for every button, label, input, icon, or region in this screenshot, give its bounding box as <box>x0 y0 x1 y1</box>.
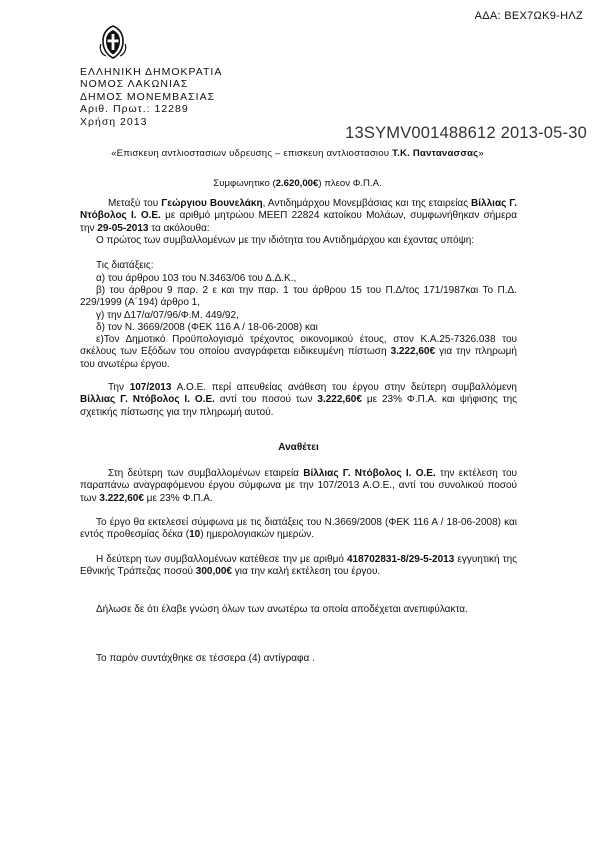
paragraph-text: Μεταξύ του <box>108 198 162 209</box>
emphasis-text: Γεώργιου Βουνελάκη <box>161 198 263 209</box>
emphasis-text: 3.222,60€ <box>99 492 144 504</box>
paragraph-text: τα ακόλουθα: <box>148 222 210 234</box>
paragraph-text: Τις διατάξεις: <box>96 260 154 271</box>
paragraph-text: Δήλωσε δε ότι έλαβε γνώση όλων των ανωτέρω τα οποία αποδέχεται ανεπιφύλακτα. <box>96 604 468 615</box>
ada-code: ΑΔΑ: ΒΕΧ7ΩΚ9-ΗΛΖ <box>474 10 583 22</box>
emphasis-text: Βίλλιας Γ. Ντόβολος Ι. Ο.Ε. <box>80 394 215 406</box>
emphasis-text: 3.222,60€ <box>390 346 436 358</box>
agreement-heading <box>0 178 595 189</box>
paragraph-text: Το παρόν συντάχθηκε σε τέσσερα (4) αντίγραφα . <box>96 653 315 664</box>
body-paragraph <box>80 322 517 334</box>
paragraph-text: για την καλή εκτέλεση του έργου. <box>231 566 381 578</box>
emphasis-text: 418702831-8/29-5-2013 <box>346 554 455 565</box>
paragraph-text: Ο πρώτος των συμβαλλομένων με την ιδιότητα του Αντιδημάρχου και έχοντας υπόψη: <box>96 235 475 246</box>
body-paragraph <box>80 260 517 272</box>
body-paragraph <box>80 604 517 616</box>
emphasis-text: Βίλλιας Γ. Ντόβολος Ι. Ο.Ε. <box>80 198 517 222</box>
body-paragraph <box>80 382 517 419</box>
title-location: Τ.Κ. Παντανασσας <box>392 148 479 159</box>
title-suffix: » <box>478 148 484 159</box>
emphasis-text: Βίλλιας Γ. Ντόβολος Ι. Ο.Ε. <box>303 468 436 479</box>
header-line: ΕΛΛΗΝΙΚΗ ΔΗΜΟΚΡΑΤΙΑ <box>80 66 223 78</box>
emphasis-text: 10 <box>189 529 201 541</box>
paragraph-text: για την πληρωμή του ανωτέρω έργου. <box>80 346 517 370</box>
paragraph-text: με αριθμό μητρώου ΜΕΕΠ 22824 κατοίκου Μολάων, συμφωνήθηκαν σήμερα την <box>80 210 518 234</box>
body-paragraph <box>80 653 517 665</box>
subtitle-prefix: Συμφωνητικο ( <box>213 178 276 189</box>
body-paragraph <box>80 334 517 371</box>
paragraph-text: β) του άρθρου 9 παρ. 2 ε και την παρ. 1 του άρθρου 15 του Π.Δ/τος 171/1987και Το Π.Δ. 229/1999 (Α΄194) άρθρο 1, <box>80 285 517 309</box>
paragraph-text: με 23% Φ.Π.Α. και ψήφισης της σχετικής πίστωσης για την πληρωμή αυτού. <box>80 394 517 418</box>
agreement-amount: 2.620,00€ <box>275 178 319 189</box>
paragraph-text: Το έργο θα εκτελεσεί σύμφωνα με τις διατάξεις του Ν.3669/2008 (ΦΕΚ 116 Α / 18-06-2008) και εντός προθεσμίας δέκα ( <box>80 517 517 541</box>
emphasis-text: 29-05-2013 <box>97 222 149 234</box>
paragraph-text: Η δεύτερη των συμβαλλομένων κατέθεσε την με αριθμό <box>96 554 347 565</box>
greek-emblem-icon <box>97 24 129 60</box>
protocol-number: Αριθ. Πρωτ.: 12289 <box>80 103 189 116</box>
paragraph-text: με 23% Φ.Π.Α. <box>143 492 213 504</box>
emphasis-text: 107/2013 <box>129 382 172 393</box>
paragraph-text: αντί του ποσού των <box>214 394 318 406</box>
body-paragraph <box>80 273 517 285</box>
body-paragraph <box>80 517 517 542</box>
body-paragraph <box>80 285 517 310</box>
paragraph-text: δ) τον Ν. 3669/2008 (ΦΕΚ 116 Α / 18-06-2008) και <box>96 322 318 333</box>
emphasis-text: Αναθέτει <box>278 442 319 453</box>
paragraph-text: εγγυητική της Εθνικής Τράπεζας ποσού <box>80 554 517 578</box>
header-line: ΝΟΜΟΣ ΛΑΚΩΝΙΑΣ <box>80 78 189 91</box>
title-prefix: «Επισκευη αντλιοστασιων υδρευσης – επισκευη αντλιοστασιου <box>111 148 393 159</box>
paragraph-text: ε)Τον Δημοτικό Προϋπολογισμό τρέχοντος οικονομικού έτους, στον Κ.Α.25-7326.038 του σκέλους των Εξόδων του οποίου αναγράφεται ειδικευμένη πίστωση <box>80 334 517 358</box>
body-paragraph <box>80 235 517 247</box>
paragraph-text: α) του άρθρου 103 του Ν.3463/06 του Δ.Δ.Κ., <box>96 273 297 284</box>
header-line: ΔΗΜΟΣ ΜΟΝΕΜΒΑΣΙΑΣ <box>80 90 216 103</box>
paragraph-text: την εκτέλεση του παραπάνω αναγραφόμενου έργου σύμφωνα με την 107/2013 Α.Ο.Ε., αντί του συνολικού ποσού των <box>80 468 517 504</box>
document-id: 13SYMV001488612 2013-05-30 <box>345 124 587 142</box>
paragraph-text: Α.Ο.Ε. περί απευθείας ανάθεση του έργου στην δεύτερη συμβαλλόμενη <box>171 382 517 393</box>
body-paragraph <box>80 198 517 235</box>
paragraph-text: Την <box>108 382 130 393</box>
fiscal-year: Χρήση 2013 <box>80 115 148 128</box>
issuer-header <box>80 66 222 128</box>
emphasis-text: 300,00€ <box>195 566 232 578</box>
subtitle-suffix: ) πλεον Φ.Π.Α. <box>318 178 382 189</box>
body-paragraph <box>80 468 517 505</box>
project-title <box>0 148 595 159</box>
paragraph-text: ) ημερολογιακών ημερών. <box>200 529 315 541</box>
paragraph-text: , Αντιδημάρχου Μονεμβάσιας και της εταιρείας <box>262 198 472 209</box>
emphasis-text: 3.222,60€ <box>317 394 362 406</box>
paragraph-text: Στη δεύτερη των συμβαλλομένων εταιρεία <box>108 468 304 479</box>
body-paragraph <box>80 310 517 322</box>
body-paragraph <box>80 442 517 454</box>
paragraph-text: γ) την Δ17/α/07/96/Φ.Μ. 449/92, <box>96 310 239 321</box>
body-paragraph <box>80 554 517 579</box>
